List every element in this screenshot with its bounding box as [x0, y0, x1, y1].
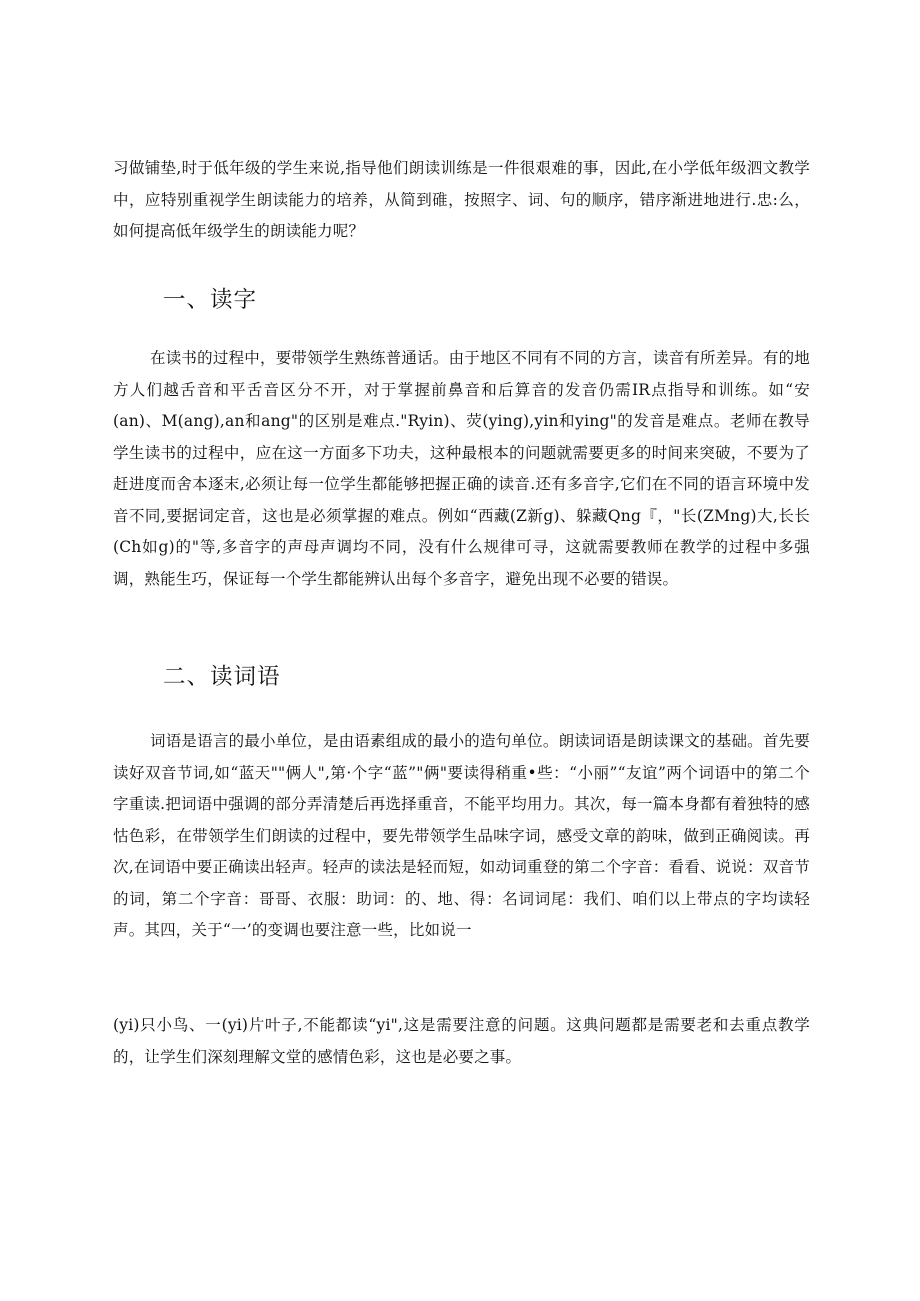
section-heading-read-characters: 一、读字 [163, 287, 258, 313]
section-paragraph-read-words: 词语是语言的最小单位，是由语素组成的最小的造句单位。朗读词语是朗读课文的基础。首先要读好双音节词,如“蓝天""俩人",第·个字“蓝”"俩"要读得稍重•些：“小丽”“友谊”两个词语中的第二个字重读.把词语中强调的部分弄清楚后再选择重音，不能平均用力。其次，每一篇本身都有着独特的感怙色彩，在带领学生们朗读的过程中，要先带领学生品味字词，感受文章的韵味，做到正确阅读。再次,在词语中要正确读出轻声。轻声的读法是轻而短，如动词重登的第二个字音：看看、说说：双音节的词，第二个字音：哥哥、衣服：助词：的、地、得：名词词尾：我们、咱们以上带点的字均读轻声。其四，关于“一’的变调也要注意一些，比如说一 [113, 732, 810, 939]
section-heading-read-words: 二、读词语 [163, 664, 281, 690]
intro-paragraph: 习做铺垫,时于低年级的学生来说,指导他们朗读训练是一件很艰难的事，因此,在小学低年级泗文教学中，应特别重视学生朗读能力的培养，从简到碓，按照字、词、句的顺序，错序渐进地进行.忠:么，如何提高低年级学生的朗读能力呢？ [113, 159, 810, 240]
section-paragraph-read-characters: 在读书的过程中，要带领学生熟练普通话。由于地区不同有不同的方言，读音有所差异。有的地方人们越舌音和平舌音区分不开，对于掌握前鼻音和后算音的发音仍需IR点指导和训练。如“安(an)、M(ang),an和ang"的区别是难点."Ryin)、荧(ying),yin和ying"的发音是难点。老师在教导学生读书的过程中，应在这一方面多下功夫，这种最根本的问题就需要更多的时间来突破，不要为了赶进度而舍本逐末,必须让每一位学生都能够把握正确的读音.还有多音字,它们在不同的语言环境中发音不同,要据词定音，这也是必须掌握的难点。例如“西藏(Z新g)、躲藏Qng『，"长(ZMng)大,长长(Ch如g)的"等,多音字的声母声调均不同，没有什么规律可寻，这就需要教师在教学的过程中多强调，熟能生巧，保证每一个学生都能辨认出每个多音字，避免出现不必要的错误。 [113, 349, 810, 588]
closing-paragraph: (yi)只小鸟、一(yi)片叶子,不能都读“yi",这是需要注意的问题。这典问题都是需要老和去重点教学的，让学生们深刻理解文堂的感情色彩，这也是必要之事。 [113, 1016, 810, 1066]
